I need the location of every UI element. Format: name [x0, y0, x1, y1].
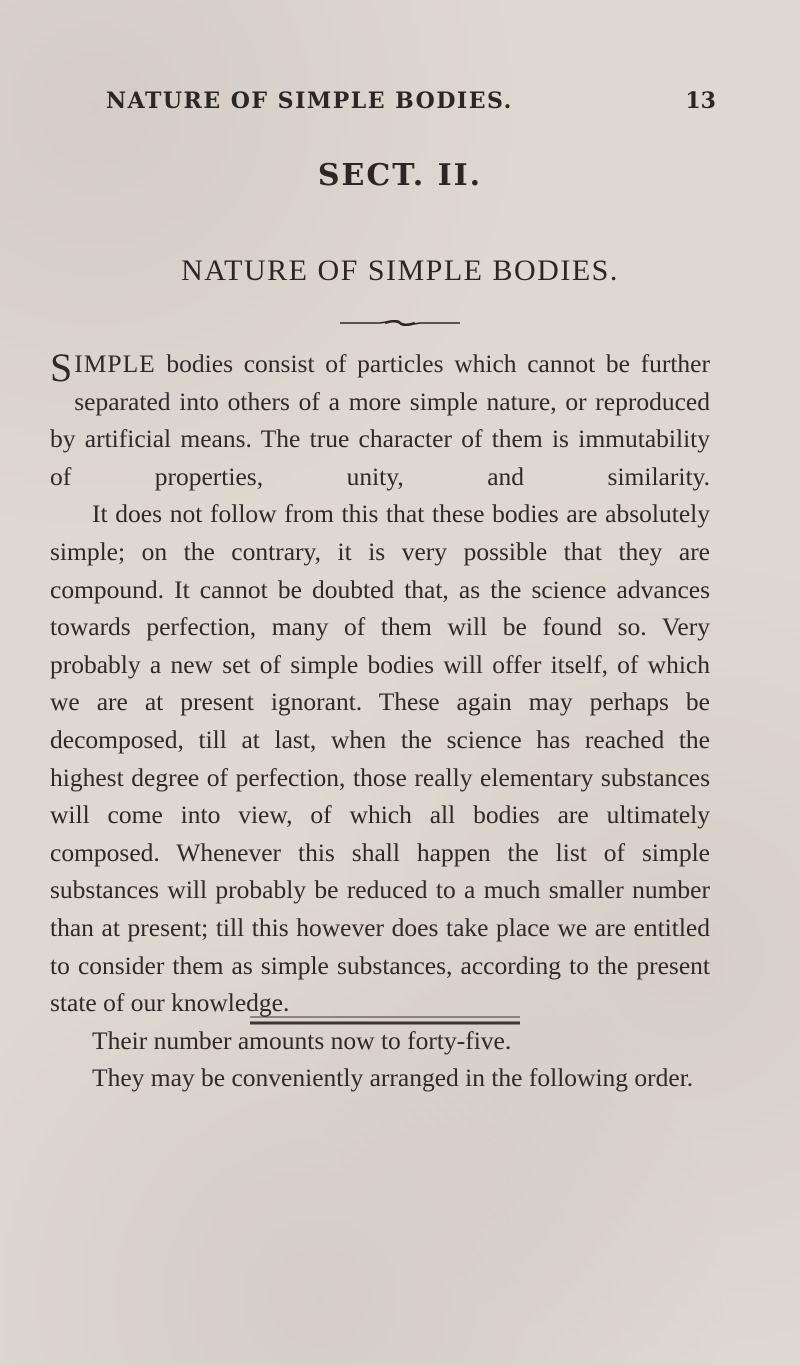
ornamental-rule: [340, 320, 460, 326]
page-number: 13: [685, 88, 716, 114]
running-title: NATURE OF SIMPLE BODIES.: [106, 88, 513, 114]
body-text: [50, 345, 710, 1097]
opening-word: IMPLE: [74, 349, 156, 378]
paragraph-1: [50, 345, 710, 495]
paragraph-2: It does not follow from this that these bodies are absolutely simple; on the contrary, it is very possible that they are compound. It cannot be doubted that, as the science advances towards perfection, many of them will be found so. Very probably a new set of simple bodies will offer itself, of which we are at present ignorant. These again may perhaps be decomposed, till at last, when the science has reached the highest degree of perfection, those really elementary substances will come into view, of which all bodies are ultimately composed. Whenever this shall happen the list of simple substances will probably be reduced to a much smaller number than at present; till this however does take place we are entitled to consider them as simple substances, according to the present state of our knowledge.: [50, 499, 710, 1018]
section-title: NATURE OF SIMPLE BODIES.: [181, 254, 619, 287]
section-label: SECT. II.: [317, 158, 483, 193]
paragraph-3: Their number amounts now to forty-five.: [92, 1025, 512, 1055]
dropcap-letter: S: [50, 345, 73, 390]
double-rule: [250, 1015, 520, 1027]
paragraph-1-text: bodies consist of particles which cannot be further separated into others of a more simple nature, or reproduced by artificial means. The true character of them is immutability of properties, unity, and similarity.: [50, 349, 710, 491]
running-head: [56, 86, 716, 126]
paragraph-4: They may be conveniently arranged in the following order.: [92, 1063, 694, 1093]
